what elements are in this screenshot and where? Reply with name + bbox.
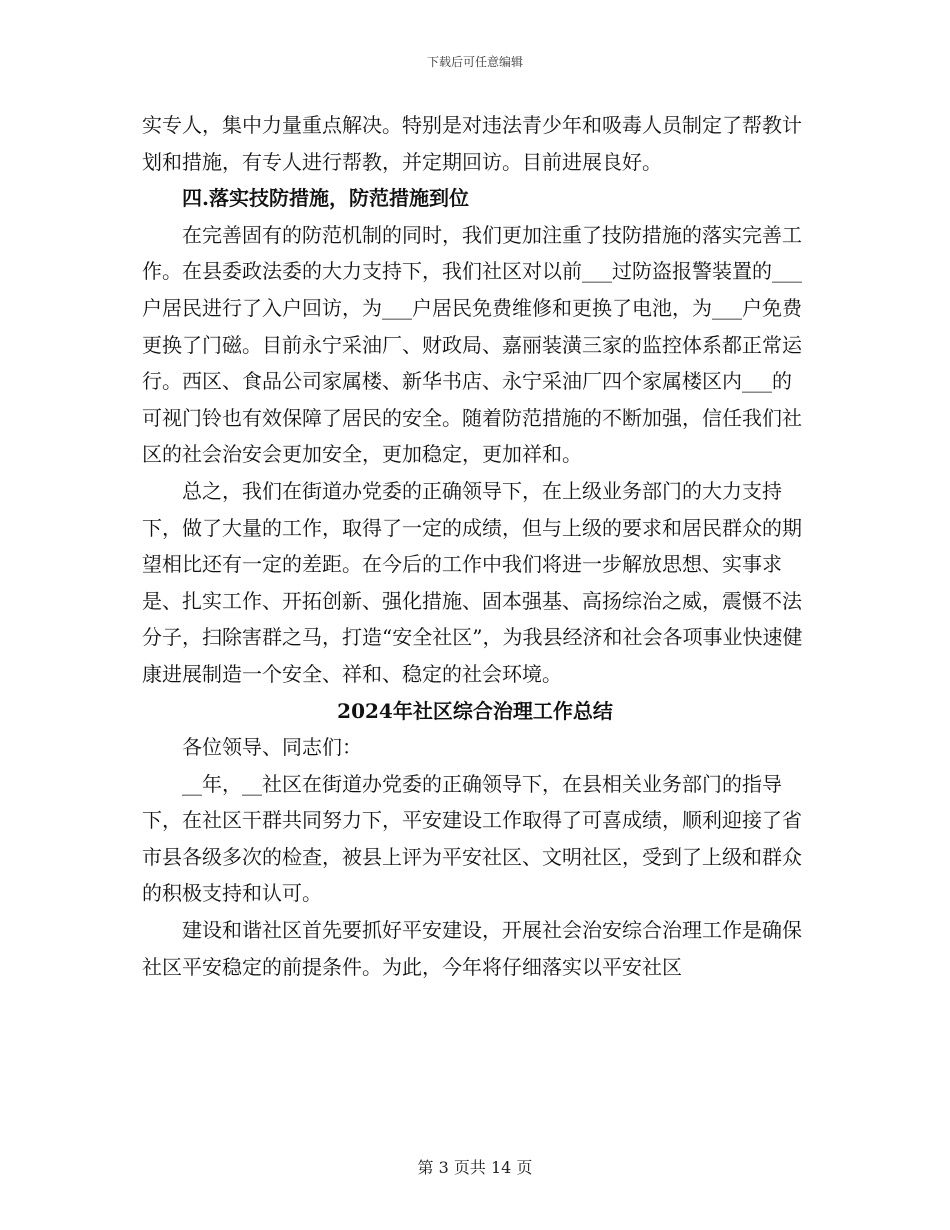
paragraph-2: 在完善固有的防范机制的同时，我们更加注重了技防措施的落实完善工作。在县委政法委的大力支持下，我们社区对以前___过防盗报警装置的___户居民进行了入户回访，为___户居民免费维修和更换了电池，为___户免费更换了门磁。目前永宁采油厂、财政局、嘉丽装潢三家的监控体系都正常运行。西区、食品公司家属楼、新华书店、永宁采油厂四个家属楼区内___的可视门铃也有效保障了居民的安全。随着防范措施的不断加强，信任我们社区的社会治安会更加安全，更加稳定，更加祥和。 xyxy=(142,222,802,467)
section-heading-4: 四.落实技防措施，防范措施到位 xyxy=(182,186,469,211)
page-header: 下载后可任意编辑 xyxy=(426,55,523,69)
paragraph-5: 建设和谐社区首先要抓好平安建设，开展社会治安综合治理工作是确保社区平安稳定的前提条件。为此，今年将仔细落实以平安社区 xyxy=(142,918,802,979)
paragraph-1: 实专人，集中力量重点解决。特别是对违法青少年和吸毒人员制定了帮教计划和措施，有专人进行帮教，并定期回访。目前进展良好。 xyxy=(142,113,802,174)
document-body xyxy=(142,107,808,985)
document-title: 2024年社区综合治理工作总结 xyxy=(337,698,613,723)
paragraph-4: __年，__社区在街道办党委的正确领导下，在县相关业务部门的指导下，在社区干群共同努力下，平安建设工作取得了可喜成绩，顺利迎接了省市县各级多次的检查，被县上评为平安社区、文明社区，受到了上级和群众的积极支持和认可。 xyxy=(142,771,802,906)
page-number: 第 3 页共 14 页 xyxy=(417,1158,533,1177)
greeting: 各位领导、同志们： xyxy=(182,735,362,760)
paragraph-3: 总之，我们在街道办党委的正确领导下，在上级业务部门的大力支持下，做了大量的工作，取得了一定的成绩，但与上级的要求和居民群众的期望相比还有一定的差距。在今后的工作中我们将进一步解放思想、实事求是、扎实工作、开拓创新、强化措施、固本强基、高扬综治之威，震慑不法分子，扫除害群之马，打造“安全社区”，为我县经济和社会各项事业快速健康进展制造一个安全、祥和、稳定的社会环境。 xyxy=(142,478,803,686)
